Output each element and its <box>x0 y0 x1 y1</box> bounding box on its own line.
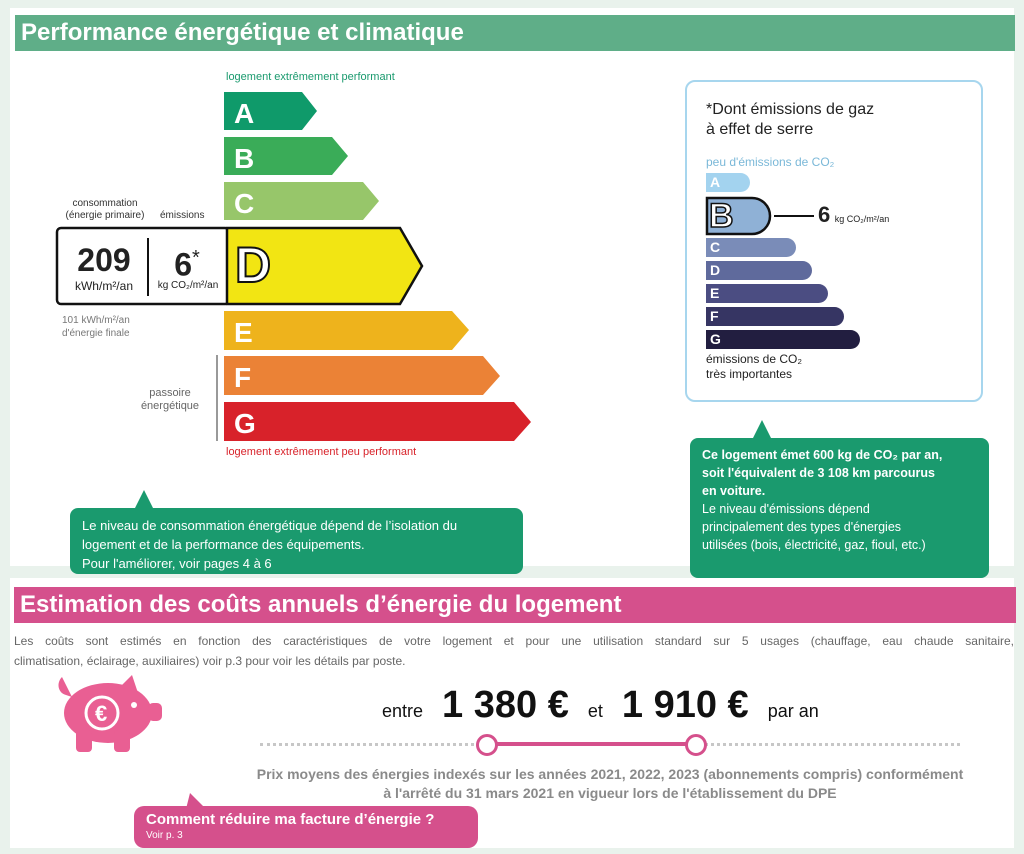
price-note-line2: à l'arrêté du 31 mars 2021 en vigueur lors de l'établissement du DPE <box>383 785 837 801</box>
reduce-bill-label: Comment réduire ma facture d’énergie ? <box>146 811 435 828</box>
ghg-callout-line5: principalement des types d'énergies <box>702 520 902 534</box>
consumption-unit: kWh/m²/an <box>74 279 133 293</box>
consumption-label-line1: consommation <box>72 198 138 209</box>
passoire-line1: passoire <box>149 387 191 399</box>
ghg-bar-e <box>706 284 828 303</box>
ghg-value-connector <box>774 215 814 217</box>
cost-section-title: Estimation des coûts annuels d’énergie du logement <box>14 587 1016 623</box>
piggy-bank-icon <box>50 675 165 755</box>
ghg-bar-c-letter: C <box>710 239 721 255</box>
passoire-line2: énergétique <box>140 400 200 412</box>
cost-intro-line1: Les coûts sont estimés en fonction des caractéristiques de votre logement et pour une utilisation standard sur 5 usages (chauffage, eau chaude sanitaire, <box>14 634 1014 648</box>
ghg-bar-f <box>706 307 844 326</box>
ghg-value <box>818 202 889 228</box>
energy-scale-lower <box>224 310 536 445</box>
ghg-bottom-line1: émissions de CO₂ <box>706 352 803 366</box>
energy-callout <box>70 508 523 574</box>
cost-max-handle <box>685 734 707 756</box>
ghg-bar-a-letter: A <box>710 174 721 190</box>
cost-max-value: 1 910 € <box>621 684 749 726</box>
energy-scale-upper <box>224 90 384 226</box>
ghg-title-line1: *Dont émissions de gaz <box>706 101 875 118</box>
ghg-title-line2: à effet de serre <box>706 121 814 138</box>
cost-range-fill <box>486 742 694 746</box>
emissions-star: * <box>192 247 200 269</box>
ghg-callout-pointer <box>752 420 772 440</box>
ghg-bar-d-letter: D <box>710 262 721 278</box>
energy-bar-g-letter: G <box>234 408 256 439</box>
ghg-callout-bold <box>702 446 977 500</box>
emissions-value-number: 6 <box>174 246 192 283</box>
ghg-bar-g-letter: G <box>710 331 721 347</box>
emissions-value <box>152 240 222 283</box>
consumption-value: 209 <box>77 242 131 278</box>
ghg-callout-line2: soit l'équivalent de 3 108 km parcourus <box>702 466 935 480</box>
reduce-bill-sub: Voir p. 3 <box>146 830 183 841</box>
ghg-top-label: peu d'émissions de CO₂ <box>706 155 835 169</box>
energy-bottom-label: logement extrêmement peu performant <box>226 446 417 458</box>
final-energy-line1: 101 kWh/m²/an <box>62 315 130 326</box>
passoire-divider <box>216 355 218 441</box>
passoire-label <box>130 387 210 413</box>
energy-bar-g <box>224 402 531 441</box>
ghg-bar-c <box>706 238 796 257</box>
ghg-bar-f-letter: F <box>710 308 719 324</box>
energy-bar-a-letter: A <box>234 98 255 129</box>
ghg-bar-e-letter: E <box>710 285 720 301</box>
price-note-line1: Prix moyens des énergies indexés sur les années 2021, 2022, 2023 (abonnements compris) conformément <box>256 766 964 782</box>
ghg-bar-g <box>706 330 860 349</box>
ghg-value-unit: kg CO₂/m²/an <box>834 214 890 224</box>
ghg-bottom-label <box>706 352 802 382</box>
price-note <box>200 765 1020 803</box>
emissions-unit: kg CO₂/m²/an <box>157 280 219 291</box>
energy-bar-e <box>224 311 469 350</box>
energy-bar-f <box>224 356 500 395</box>
energy-callout-line1: Le niveau de consommation énergétique dépend de l’isolation du <box>82 518 458 533</box>
ghg-callout-line4: Le niveau d'émissions dépend <box>702 502 870 516</box>
ghg-bar-d <box>706 261 812 280</box>
final-energy-line2: d'énergie finale <box>62 328 130 339</box>
energy-bar-d-letter: D <box>235 237 272 293</box>
energy-callout-pointer <box>134 490 154 510</box>
consumption-label-line2: (énergie primaire) <box>65 210 145 221</box>
energy-callout-line3: Pour l'améliorer, voir pages 4 à 6 <box>82 556 272 571</box>
ghg-callout-line6: utilisées (bois, électricité, gaz, fioul, etc.) <box>702 538 926 552</box>
reduce-bill-button[interactable] <box>134 806 478 848</box>
ghg-callout-line1: Ce logement émet 600 kg de CO₂ par an, <box>702 448 943 462</box>
ghg-title <box>706 100 874 140</box>
cost-intro <box>14 631 1014 671</box>
energy-top-label: logement extrêmement performant <box>226 71 395 83</box>
energy-bar-f-letter: F <box>234 362 252 393</box>
energy-bar-c-letter: C <box>234 188 255 219</box>
energy-bar-b-letter: B <box>234 143 255 174</box>
cost-intro-line2: climatisation, éclairage, auxiliaires) voir p.3 pour voir les détails par poste. <box>14 654 406 668</box>
ghg-bar-a <box>706 173 750 192</box>
energy-bar-e-letter: E <box>234 317 253 348</box>
ghg-callout <box>690 438 989 578</box>
ghg-bottom-line2: très importantes <box>706 367 793 381</box>
consumption-label <box>60 198 150 222</box>
cost-min-handle <box>476 734 498 756</box>
ghg-bar-b-letter: B <box>709 197 734 235</box>
cost-min-value: 1 380 € <box>442 684 569 726</box>
emissions-label: émissions <box>160 210 205 221</box>
ghg-value-number: 6 <box>818 202 831 227</box>
final-energy-note <box>62 314 130 340</box>
ghg-callout-line3: en voiture. <box>702 484 766 498</box>
svg-text:€: € <box>95 701 108 726</box>
cost-between-label: entre <box>382 701 424 721</box>
cost-range <box>382 684 852 727</box>
energy-callout-line2: logement et de la performance des équipements. <box>82 537 365 552</box>
cost-and-label: et <box>587 701 603 721</box>
cost-per-year-label: par an <box>767 701 819 721</box>
energy-section-title: Performance énergétique et climatique <box>15 15 1015 51</box>
